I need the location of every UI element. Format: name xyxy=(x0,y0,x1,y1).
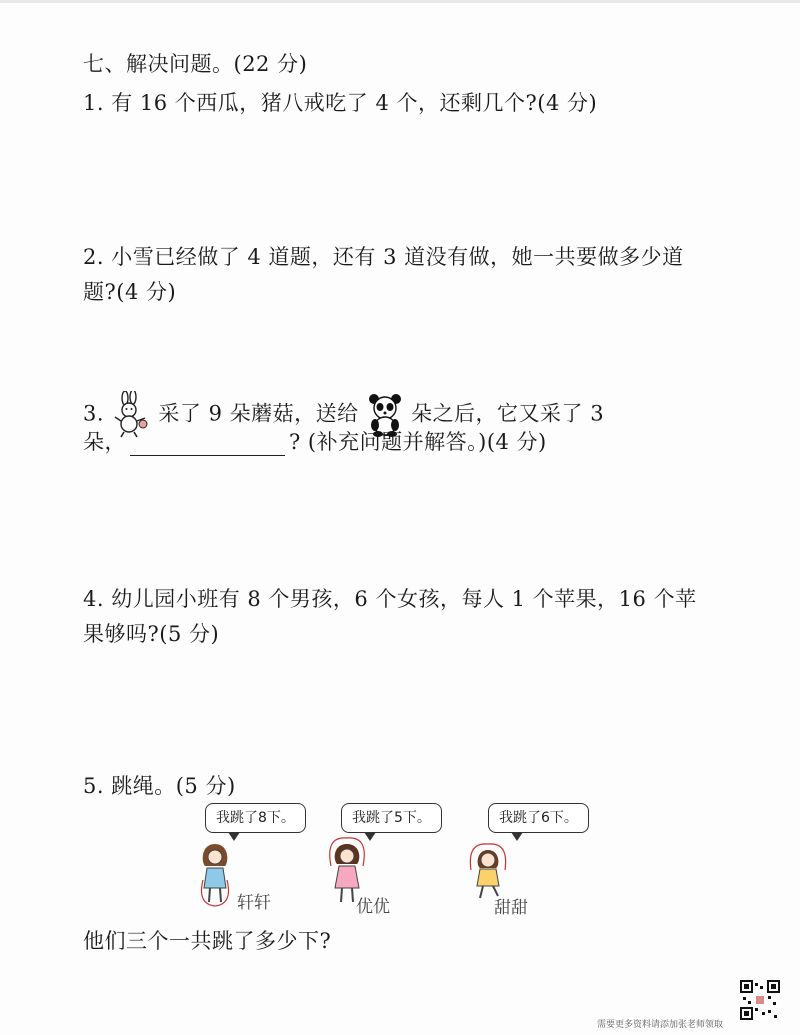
speech-bubble-1: 我跳了8下。 xyxy=(205,803,306,833)
kid-name-1: 轩轩 xyxy=(237,893,271,913)
answer-blank[interactable] xyxy=(130,435,285,456)
speech-bubble-2: 我跳了5下。 xyxy=(341,803,442,833)
footer-note: 需要更多资料请添加张老师领取 xyxy=(597,1020,724,1030)
question-3-line-2-end: ? (补充问题并解答。)(4 分) xyxy=(289,430,547,454)
question-3-number: 3. xyxy=(83,401,105,426)
section-title: 七、解决问题。(22 分) xyxy=(83,52,308,76)
question-1: 1. 有 16 个西瓜，猪八戒吃了 4 个，还剩几个?(4 分) xyxy=(83,91,598,115)
question-3-line-2-start: 朵， xyxy=(83,430,126,454)
question-5-title: 5. 跳绳。(5 分) xyxy=(83,774,236,798)
speech-bubble-3: 我跳了6下。 xyxy=(488,803,589,833)
question-3-text-a: 采了 9 朵蘑菇，送给 xyxy=(158,401,359,426)
question-2-line-2: 题?(4 分) xyxy=(83,280,177,304)
kid-name-3: 甜甜 xyxy=(494,898,528,918)
kid-name-2: 优优 xyxy=(356,897,390,917)
girl-jumping-rope-icon xyxy=(195,840,235,910)
question-3-line-2 xyxy=(83,426,547,456)
question-5-question: 他们三个一共跳了多少下? xyxy=(83,929,332,953)
top-border xyxy=(0,0,800,3)
qr-code-icon xyxy=(740,980,780,1020)
question-4-line-1: 4. 幼儿园小班有 8 个男孩，6 个女孩，每人 1 个苹果，16 个苹 xyxy=(83,587,697,611)
question-4-line-2: 果够吗?(5 分) xyxy=(83,622,220,646)
question-3-text-b: 朵之后，它又采了 3 xyxy=(411,401,605,426)
question-2-line-1: 2. 小雪已经做了 4 道题，还有 3 道没有做，她一共要做多少道 xyxy=(83,245,684,269)
